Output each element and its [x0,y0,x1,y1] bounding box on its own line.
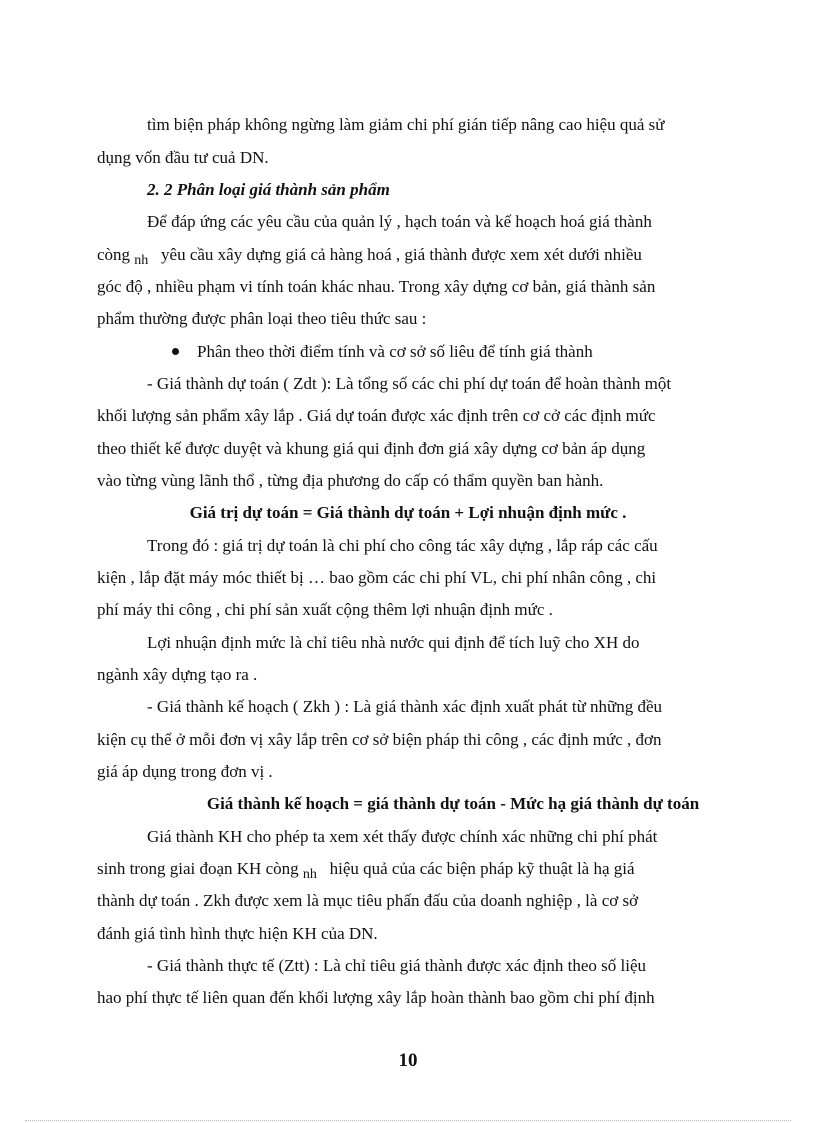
text-line: đánh giá tình hình thực hiện KH của DN. [97,924,378,943]
footer-divider [25,1120,791,1121]
formula-line: Giá trị dự toán = Giá thành dự toán + Lợi nhuận định mức . [189,503,627,522]
bullet-icon [172,348,179,355]
text-line: giá áp dụng trong đơn vị . [97,762,273,781]
text-line: thành dự toán . Zkh được xem là mục tiêu phấn đấu của doanh nghiệp , là cơ sở [97,891,639,910]
text-line: góc độ , nhiều phạm vi tính toán khác nhau. Trong xây dựng cơ bản, giá thành sản [97,277,656,296]
text-line: tìm biện pháp không ngừng làm giảm chi phí gián tiếp nâng cao hiệu quả sử [147,115,665,134]
text-line: - Giá thành dự toán ( Zdt ): Là tổng số các chi phí dự toán để hoàn thành một [147,374,672,393]
text-line: - Giá thành thực tế (Ztt) : Là chỉ tiêu giá thành được xác định theo số liệu [147,956,647,975]
text-line: dụng vốn đầu tư cuả DN. [97,148,269,167]
text-line: phí máy thi công , chi phí sản xuất cộng thêm lợi nhuận định mức . [97,600,553,619]
text-line: kiện cụ thể ở mỗi đơn vị xây lắp trên cơ sở biện pháp thi công , các định mức , đơn [97,730,662,749]
formula-line: Giá thành kế hoạch = giá thành dự toán - Mức hạ giá thành dự toán [206,794,700,813]
text-line: - Giá thành kế hoạch ( Zkh ) : Là giá thành xác định xuất phát từ những đều [147,697,663,716]
text-line: hao phí thực tế liên quan đến khối lượng xây lắp hoàn thành bao gồm chi phí định [97,988,655,1007]
text-line: còng $_{nh}$ yêu cầu xây dựng giá cả hàng hoá , giá thành được xem xét dưới nhiều [97,245,642,268]
text-line: Giá thành KH cho phép ta xem xét thấy được chính xác những chi phí phát [147,827,658,846]
text-line: kiện , lắp đặt máy móc thiết bị … bao gồm các chi phí VL, chi phí nhân công , chi [97,568,657,587]
text-line: Lợi nhuận định mức là chỉ tiêu nhà nước qui định để tích luỹ cho XH do [147,633,640,652]
bullet-item: Phân theo thời điểm tính và cơ sở số liêu để tính giá thành [0,341,816,363]
text-line: phẩm thường được phân loại theo tiêu thức sau : [97,309,427,328]
text-line: Trong đó : giá trị dự toán là chi phí cho công tác xây dựng , lắp ráp các cấu [147,536,658,555]
text-line: khối lượng sản phẩm xây lắp . Giá dự toán được xác định trên cơ cở các định mức [97,406,656,425]
text-line: theo thiết kế được duyệt và khung giá qui định đơn giá xây dựng cơ bản áp dụng [97,439,646,458]
text-line: Để đáp ứng các yêu cầu của quản lý , hạch toán và kế hoạch hoá giá thành [147,212,652,231]
text-line: vào từng vùng lãnh thổ , từng địa phương do cấp có thẩm quyền ban hành. [97,471,604,490]
section-heading: 2. 2 Phân loại giá thành sản phẩm [147,180,390,199]
text-line: sinh trong giai đoạn KH còng $_{nh}$ hiệu quả của các biện pháp kỹ thuật là hạ giá [97,859,635,882]
text-line: ngành xây dựng tạo ra . [97,665,258,684]
page-number: 10 [398,1050,418,1071]
